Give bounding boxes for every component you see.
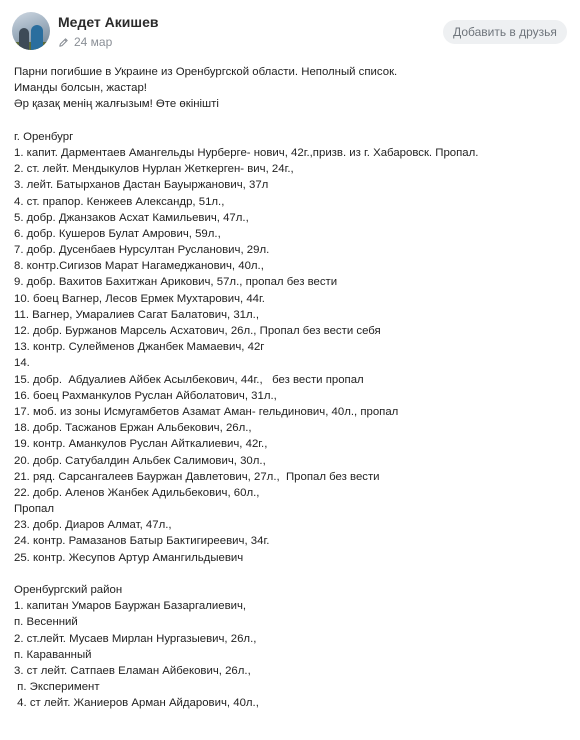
post-text-line: 3. лейт. Батырханов Дастан Бауыржанович, 37л [14, 179, 269, 192]
post-text-line: 23. добр. Диаров Алмат, 47л., [14, 519, 172, 532]
post-text [14, 64, 570, 712]
post-text-line: 10. боец Вагнер, Лесов Ермек Мухтарович, 44г. [14, 292, 265, 305]
post-text-line [14, 566, 570, 582]
post-text-line: 11. Вагнер, Умаралиев Сагат Балатович, 31л., [14, 308, 259, 321]
post-text-line: 15. добр. Абдуалиев Айбек Асылбекович, 44г., без вести пропал [14, 373, 364, 386]
pencil-icon [58, 37, 69, 48]
post-text-line: 1. капит. Дарментаев Амангельды Нурберге- нович, 42г.,призв. из г. Хабаровск. Пропал. [14, 146, 479, 159]
post-text-line: 4. ст. прапор. Кенжеев Александр, 51л., [14, 195, 225, 208]
post-text-line: 8. контр.Сигизов Марат Нагамеджанович, 40л., [14, 260, 264, 273]
post-text-line: 1. капитан Умаров Бауржан Базаргалиевич, [14, 600, 247, 613]
post-text-line: 22. добр. Аленов Жанбек Адильбекович, 60л., [14, 486, 260, 499]
post-text-line: п. Караванный [14, 648, 92, 661]
avatar-figure [19, 28, 29, 50]
post-text-line: 25. контр. Жесупов Артур Амангильдыевич [14, 551, 244, 564]
post-text-line: 16. боец Рахманкулов Руслан Айболатович, 31л., [14, 389, 277, 402]
post-date: 24 мар [74, 35, 113, 49]
post-text-line: 18. добр. Тасжанов Ержан Альбекович, 26л., [14, 422, 252, 435]
post-text-line: 7. добр. Дусенбаев Нурсултан Русланович, 29л. [14, 244, 270, 257]
post-text-line: 12. добр. Буржанов Марсель Асхатович, 26л., Пропал без вести себя [14, 325, 381, 337]
post-text-line: 20. добр. Сатубалдин Альбек Салимович, 30л., [14, 454, 266, 467]
post-text-line: 21. ряд. Сарсангалеев Бауржан Давлетович, 27л., Пропал без вести [14, 470, 380, 483]
post-text-line: г. Оренбург [14, 130, 74, 143]
post-text-line: 2. ст. лейт. Мендыкулов Нурлан Жеткерген- вич, 24г., [14, 163, 294, 176]
post-text-line: 6. добр. Кушеров Булат Амрович, 59л., [14, 227, 221, 240]
post-text-line: Пропал [14, 503, 55, 516]
post-text-line: Иманды болсын, жастар! [14, 82, 147, 95]
author-name[interactable]: Медет Акишев [58, 14, 159, 30]
post-meta [58, 34, 112, 50]
avatar[interactable] [12, 12, 50, 50]
avatar-figure [31, 25, 43, 50]
post-text-line: 24. контр. Рамазанов Батыр Бактигиреевич, 34г. [14, 535, 270, 548]
post-text-line: 5. добр. Джанзаков Асхат Камильевич, 47л., [14, 211, 249, 224]
post-text-line: Әр қазақ менің жалғызым! Өте өкінішті [14, 98, 219, 111]
post-header [0, 0, 580, 60]
post-text-line: 2. ст.лейт. Мусаев Мирлан Нургазыевич, 26л., [14, 632, 257, 645]
post-text-line [14, 113, 570, 129]
post-text-line: Парни погибшие в Украине из Оренбургской области. Неполный список. [14, 66, 398, 78]
post-text-line: 13. контр. Сулейменов Джанбек Мамаевич, 42г [14, 341, 265, 354]
add-friend-button[interactable]: Добавить в друзья [443, 20, 567, 44]
post-text-line: 4. ст лейт. Жаниеров Арман Айдарович, 40л., [14, 697, 259, 710]
post-text-line: п. Весенний [14, 616, 78, 629]
post-text-line: 14. [14, 357, 30, 370]
post-text-line: 17. моб. из зоны Исмугамбетов Азамат Аман- гельдинович, 40л., пропал [14, 405, 399, 418]
post-text-line: 19. контр. Аманкулов Руслан Айткалиевич, 42г., [14, 438, 268, 451]
post-text-line: 9. добр. Вахитов Бахитжан Арикович, 57л., пропал без вести [14, 276, 338, 289]
post-text-line: п. Эксперимент [14, 681, 100, 694]
post-text-line: 3. ст лейт. Сатпаев Еламан Айбекович, 26л., [14, 664, 251, 677]
post-text-line: Оренбургский район [14, 584, 123, 596]
